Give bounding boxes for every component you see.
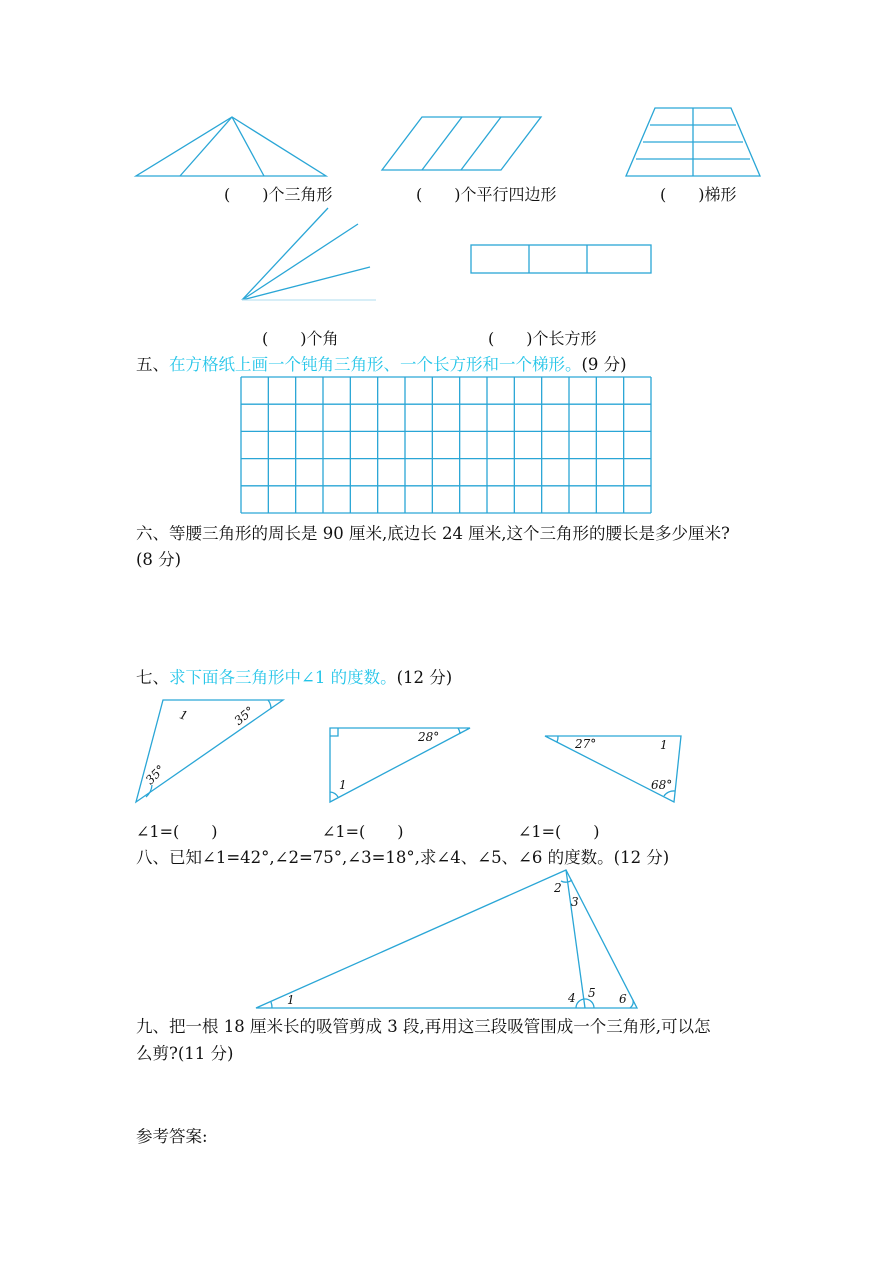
q7-answer-c[interactable]: ∠1=( ) bbox=[518, 822, 600, 841]
q7b-known-label: 28° bbox=[418, 730, 440, 744]
q5-score: (9 分) bbox=[581, 355, 627, 374]
q8-label-5: 5 bbox=[588, 986, 596, 1000]
blank-triangles[interactable]: ( )个三角形 bbox=[224, 185, 333, 204]
q7-triangle-a bbox=[136, 700, 283, 802]
q8-figure bbox=[256, 870, 637, 1008]
q6-line1: 六、等腰三角形的周长是 90 厘米,底边长 24 厘米,这个三角形的腰长是多少厘米? bbox=[136, 524, 730, 543]
q7-triangle-b bbox=[330, 728, 470, 802]
q8-label-2: 2 bbox=[554, 881, 562, 895]
q7-score: (12 分) bbox=[396, 668, 453, 687]
q7a-angle1-label: 1 bbox=[177, 707, 190, 724]
q7a-known-top-label: 35° bbox=[231, 703, 257, 728]
q7-answer-b[interactable]: ∠1=( ) bbox=[322, 822, 404, 841]
q8-label-4: 4 bbox=[568, 991, 576, 1005]
q5-prompt bbox=[136, 354, 627, 376]
q5-number: 五、 bbox=[136, 355, 169, 374]
answers-heading: 参考答案: bbox=[136, 1127, 208, 1146]
blank-trapezoids[interactable]: ( )梯形 bbox=[660, 185, 737, 204]
blank-rectangles[interactable]: ( )个长方形 bbox=[488, 329, 597, 348]
q7b-angle1-label: 1 bbox=[339, 778, 347, 792]
q8-label-1: 1 bbox=[287, 993, 295, 1007]
q7-prompt bbox=[136, 667, 452, 689]
q7-answer-a[interactable]: ∠1=( ) bbox=[136, 822, 218, 841]
blank-parallelograms[interactable]: ( )个平行四边形 bbox=[416, 185, 557, 204]
q7c-known-bottom-label: 68° bbox=[651, 778, 673, 792]
rectangle-count-figure bbox=[471, 245, 651, 273]
q9-line2: 么剪?(11 分) bbox=[136, 1044, 234, 1063]
q7c-known-left-label: 27° bbox=[575, 737, 597, 751]
triangle-count-figure bbox=[136, 117, 326, 176]
q8-label-3: 3 bbox=[571, 895, 579, 909]
angle-count-figure bbox=[242, 208, 376, 300]
q7c-angle1-label: 1 bbox=[660, 738, 668, 752]
parallelogram-count-figure bbox=[382, 117, 541, 170]
q7a-known-bottom-label: 35° bbox=[142, 762, 168, 788]
blank-angles[interactable]: ( )个角 bbox=[262, 329, 339, 348]
q6-line2: (8 分) bbox=[136, 550, 182, 569]
q7-text: 求下面各三角形中∠1 的度数。 bbox=[169, 668, 397, 687]
grid-paper[interactable] bbox=[241, 377, 651, 513]
q9-line1: 九、把一根 18 厘米长的吸管剪成 3 段,再用这三段吸管围成一个三角形,可以怎 bbox=[136, 1017, 711, 1036]
q8-prompt: 八、已知∠1=42°,∠2=75°,∠3=18°,求∠4、∠5、∠6 的度数。(12 分) bbox=[136, 848, 670, 867]
q5-text: 在方格纸上画一个钝角三角形、一个长方形和一个梯形。 bbox=[169, 355, 582, 374]
q8-label-6: 6 bbox=[619, 992, 627, 1006]
trapezoid-count-figure bbox=[626, 108, 760, 176]
q7-number: 七、 bbox=[136, 668, 169, 687]
